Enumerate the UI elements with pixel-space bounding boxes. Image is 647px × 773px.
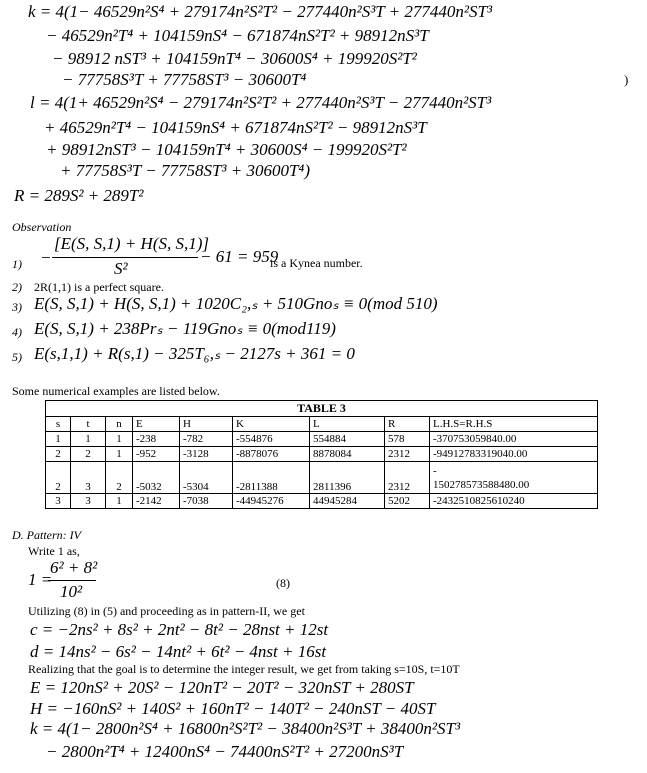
cell: -238 [133,432,180,447]
cell: 2 [46,447,71,462]
cell: -3128 [180,447,233,462]
table-row [46,432,598,447]
cell: 8878084 [310,447,385,462]
c-equation: c = −2ns² + 8s² + 2nt² − 8t² − 28nst + 12st [30,620,329,639]
E-equation: E = 120nS² + 20S² − 120nT² − 20T² − 320nST + 280ST [30,678,414,697]
obs-2-text: 2R(1,1) is a perfect square. [34,280,164,294]
l-equation-line-1: l = 4(1+ 46529n²S⁴ − 279174n²S²T² + 277440n²S³T − 277440n²ST³ [30,93,492,112]
equation-number-8: (8) [276,576,290,590]
pattern-4-heading: D. Pattern: IV [12,528,81,542]
cell: -94912783319040.00 [430,447,598,462]
cell: 3 [46,494,71,509]
cell: 5202 [385,494,430,509]
col-header-t: t [71,417,106,432]
cell: -8878076 [233,447,310,462]
col-header-R: R [385,417,430,432]
obs-1-note: is a Kynea number. [270,256,363,270]
cell: -554876 [233,432,310,447]
r-equation: R = 289S² + 289T² [14,186,144,205]
cell: 3 [71,462,106,494]
l-equation-line-2: + 46529n²T⁴ − 104159nS⁴ + 671874nS²T² − 98912nS³T [44,118,427,137]
table-row [46,462,598,494]
obs-5-number: 5) [12,350,22,364]
obs-5-text: E(s,1,1) + R(s,1) − 325T₆,ₛ − 2127s + 361 = 0 [34,344,355,363]
k-equation-line-2: − 46529n²T⁴ + 104159nS⁴ − 671874nS²T² + 98912nS³T [46,26,429,45]
closing-paren: ) [624,72,629,87]
utilizing-text: Utilizing (8) in (5) and proceeding as in pattern-II, we get [28,604,305,618]
obs-1-number: 1) [12,257,22,271]
cell: - 150278573588480.00 [430,462,598,494]
observation-heading: Observation [12,220,72,234]
k-equation-line-1: k = 4(1− 46529n²S⁴ + 279174n²S²T² − 277440n²S³T + 277440n²ST³ [28,2,493,21]
obs-3-number: 3) [12,300,22,314]
cell: -782 [180,432,233,447]
one-numerator: 6² + 8² [50,558,98,577]
cell: 2312 [385,447,430,462]
k-pattern4-line-1: k = 4(1− 2800n²S⁴ + 16800n²S²T² − 38400n²S³T + 38400n²ST³ [30,719,461,738]
table-header-row [46,417,598,432]
col-header-H: H [180,417,233,432]
cell: 1 [46,432,71,447]
col-header-E: E [133,417,180,432]
obs-1-numerator: [E(S, S,1) + H(S, S,1)] [54,234,210,253]
obs-1-minus: − [40,248,52,267]
col-header-n: n [106,417,133,432]
write-1-as: Write 1 as, [28,544,80,558]
obs-1-fraction-bar [52,257,198,258]
k-equation-line-4: − 77758S³T + 77758ST³ − 30600T⁴ [62,70,307,89]
realizing-text: Realizing that the goal is to determine the integer result, we get from taking s=10S, t=10T [28,662,460,676]
numerical-examples-intro: Some numerical examples are listed below. [12,384,220,398]
cell: 554884 [310,432,385,447]
cell: 3 [71,494,106,509]
cell: 1 [106,432,133,447]
cell: 1 [71,432,106,447]
cell: 1 [106,494,133,509]
cell: 578 [385,432,430,447]
obs-2-number: 2) [12,280,22,294]
cell: 2 [46,462,71,494]
cell: -370753059840.00 [430,432,598,447]
cell: -2811388 [233,462,310,494]
table-row [46,447,598,462]
cell: 2 [71,447,106,462]
one-fraction-bar [48,580,96,581]
obs-4-number: 4) [12,325,22,339]
col-header-s: s [46,417,71,432]
cell: 1 [106,447,133,462]
cell: 2 [106,462,133,494]
one-eq-lhs: 1 = [28,570,53,589]
obs-3-text: E(S, S,1) + H(S, S,1) + 1020C₂,ₛ + 510Gnoₛ ≡ 0(mod 510) [34,294,438,313]
obs-1-denominator: S² [114,259,128,278]
table-3-title: TABLE 3 [46,401,598,417]
cell: -2432510825610240 [430,494,598,509]
cell: -5032 [133,462,180,494]
cell: 2312 [385,462,430,494]
one-denominator: 10² [60,582,83,601]
table-row [46,494,598,509]
l-equation-line-4: + 77758S³T − 77758ST³ + 30600T⁴) [60,161,310,180]
H-equation: H = −160nS² + 140S² + 160nT² − 140T² − 240nST − 40ST [30,699,436,718]
col-header-lhs-rhs: L.H.S=R.H.S [430,417,598,432]
cell: -44945276 [233,494,310,509]
obs-1-rest: − 61 = 959 [200,247,279,266]
cell: -2142 [133,494,180,509]
cell: -5304 [180,462,233,494]
d-equation: d = 14ns² − 6s² − 14nt² + 6t² − 4nst + 16st [30,642,327,661]
table-3 [45,400,598,509]
cell: -952 [133,447,180,462]
col-header-L: L [310,417,385,432]
l-equation-line-3: + 98912nST³ − 104159nT⁴ + 30600S⁴ − 199920S²T² [46,140,407,159]
obs-4-text: E(S, S,1) + 238Prₛ − 119Gnoₛ ≡ 0(mod119) [34,319,336,338]
cell: 2811396 [310,462,385,494]
k-equation-line-3: − 98912 nST³ + 104159nT⁴ − 30600S⁴ + 199920S²T² [52,49,417,68]
k-pattern4-line-2: − 2800n²T⁴ + 12400nS⁴ − 74400nS²T² + 27200nS³T [46,742,404,761]
col-header-K: K [233,417,310,432]
cell: -7038 [180,494,233,509]
cell: 44945284 [310,494,385,509]
